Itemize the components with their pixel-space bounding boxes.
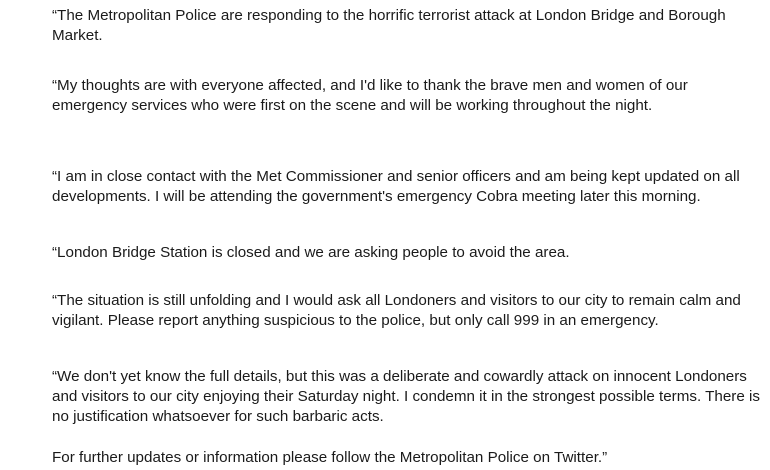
paragraph-2: “My thoughts are with everyone affected, and I'd like to thank the brave men and women of our emergency services who were first on the scene and will be working throughout the night. <box>52 77 688 114</box>
paragraph-5: “The situation is still unfolding and I would ask all Londoners and visitors to our city to remain calm and vigilant. Please report anything suspicious to the police, but only call 999 in an emergency. <box>52 292 741 329</box>
paragraph-1: “The Metropolitan Police are responding to the horrific terrorist attack at London Bridge and Borough Market. <box>52 7 726 44</box>
paragraph-3: “I am in close contact with the Met Commissioner and senior officers and am being kept updated on all developments. I will be attending the government's emergency Cobra meeting later this morning. <box>52 168 740 205</box>
paragraph-7: For further updates or information please follow the Metropolitan Police on Twitter.” <box>52 449 608 466</box>
paragraph-6: “We don't yet know the full details, but this was a deliberate and cowardly attack on innocent Londoners and visitors to our city enjoying their Saturday night. I condemn it in the strongest possible terms. There is no justification whatsoever for such barbaric acts. <box>52 368 760 425</box>
paragraph-4: “London Bridge Station is closed and we are asking people to avoid the area. <box>52 244 570 261</box>
